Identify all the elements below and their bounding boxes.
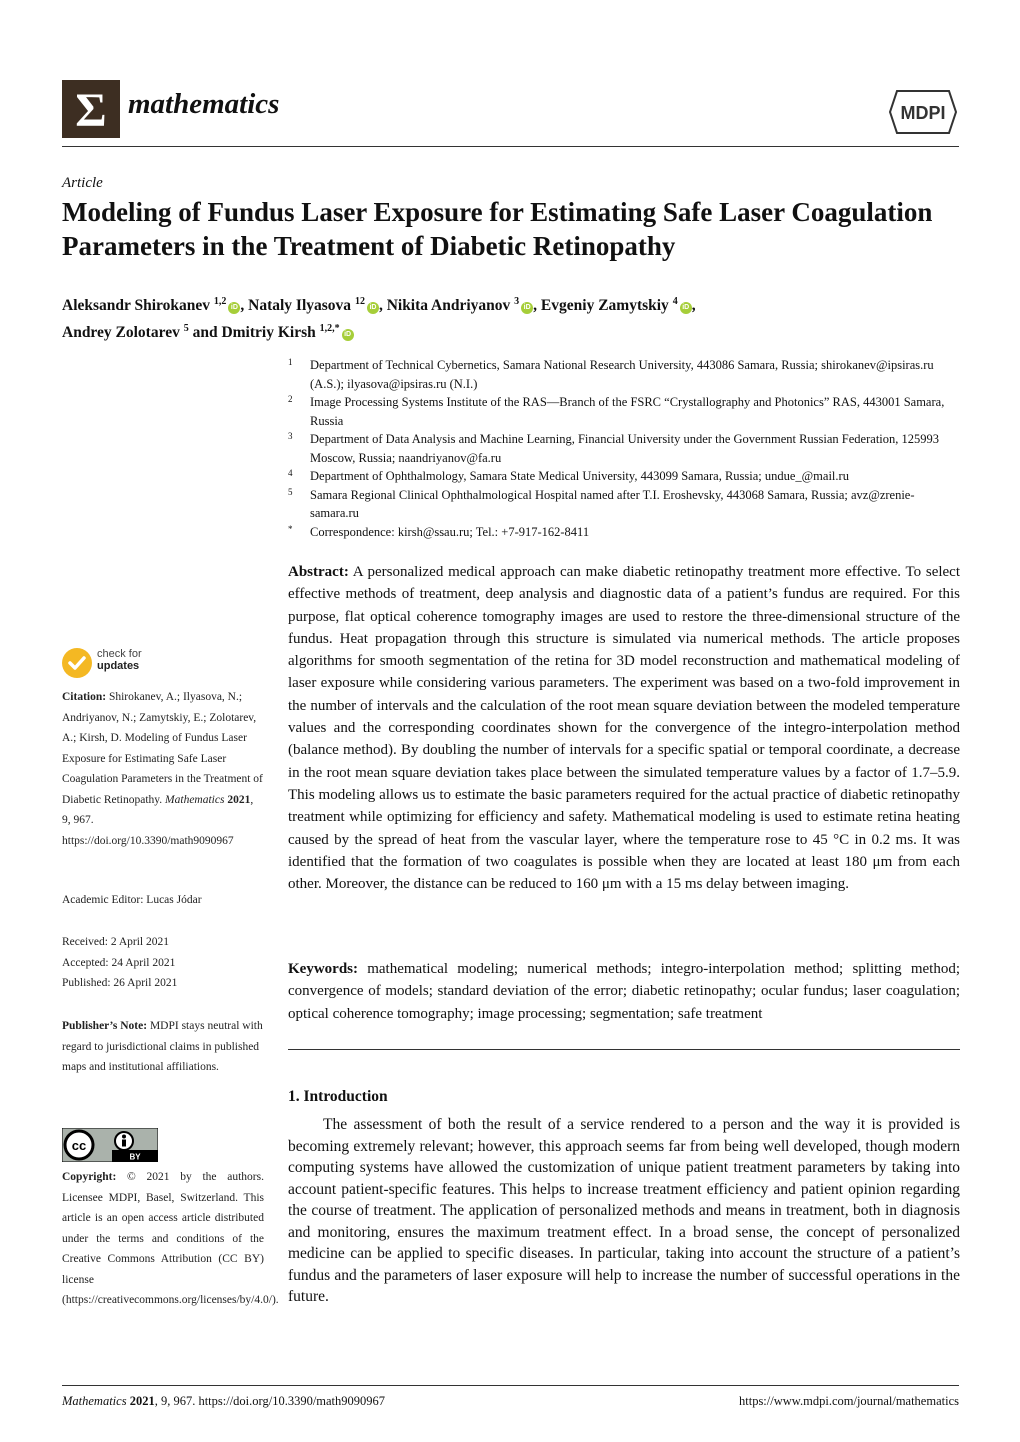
journal-name: mathematics	[128, 88, 280, 120]
footer-journal-link[interactable]: https://www.mdpi.com/journal/mathematics	[739, 1394, 959, 1408]
citation-doi[interactable]: , 9, 967. https://doi.org/10.3390/math9090967	[62, 793, 254, 847]
author-name[interactable]: Andrey Zolotarev	[62, 324, 180, 342]
publisher-note-text: MDPI stays neutral with regard to jurisdictional claims in published maps and institutional affiliations.	[62, 1020, 263, 1073]
accepted-date: Accepted: 24 April 2021	[62, 956, 176, 969]
author-affil: 1,2	[213, 296, 227, 307]
affiliation-item	[288, 467, 960, 486]
orcid-icon[interactable]: iD	[680, 302, 692, 314]
citation-year: 2021	[227, 793, 251, 806]
affiliations	[288, 356, 960, 541]
affiliation-item	[288, 430, 960, 467]
affiliation-number: 3	[288, 431, 293, 441]
check-line-2: updates	[97, 660, 140, 672]
check-updates-label	[97, 648, 142, 672]
keywords-label: Keywords:	[288, 961, 358, 977]
separator: ,	[378, 297, 383, 315]
affiliation-number: 5	[288, 486, 293, 497]
article-type: Article	[62, 175, 103, 191]
introduction-text	[288, 1114, 960, 1308]
orcid-icon[interactable]: iD	[342, 329, 354, 341]
citation-journal: Mathematics	[165, 793, 225, 806]
check-for-updates-button[interactable]	[62, 646, 162, 680]
footer-doi[interactable]: , 9, 967. https://doi.org/10.3390/math9090967	[154, 1394, 386, 1408]
paper-title: Modeling of Fundus Laser Exposure for Estimating Safe Laser Coagulation Parameters in the Treatment of Diabetic Retinopathy	[62, 197, 933, 261]
journal-logo	[62, 80, 120, 138]
received-date: Received: 2 April 2021	[62, 936, 169, 948]
keywords	[288, 958, 960, 1025]
author-name[interactable]: Nikita Andriyanov	[386, 297, 511, 315]
author-affil: 5	[183, 323, 189, 335]
citation	[62, 687, 264, 851]
affiliation-item	[288, 523, 960, 542]
citation-text: Shirokanev, A.; Ilyasova, N.; Andriyanov, N.; Zamytskiy, E.; Zolotarev, A.; Kirsh, D. Modeling of Fundus Laser Exposure for Estimating Safe Laser Coagulation Parameters in the Treatment of Diabetic Retinopathy.	[62, 691, 263, 806]
svg-text:cc: cc	[71, 1138, 87, 1153]
separator: ,	[533, 297, 538, 315]
citation-label: Citation:	[62, 691, 107, 703]
copyright	[62, 1167, 279, 1311]
separator: ,	[240, 297, 245, 315]
affiliation-number: 4	[288, 468, 293, 478]
svg-text:MDPI: MDPI	[900, 103, 946, 123]
publisher-note	[62, 1016, 264, 1078]
mdpi-logo-icon	[887, 88, 959, 136]
section-heading: 1. Introduction	[288, 1088, 388, 1105]
section-rule	[288, 1049, 960, 1050]
svg-text:BY: BY	[129, 1152, 141, 1162]
dates	[62, 932, 264, 994]
copyright-text: © 2021 by the authors. Licensee MDPI, Basel, Switzerland. This article is an open access article distributed under the terms and conditions of the Creative Commons Attribution (CC BY) license (https://creativecommons.org/licenses/by/4.0/).	[62, 1171, 279, 1306]
affiliation-text: Department of Data Analysis and Machine Learning, Financial University under the Government Russian Federation, 125993 Moscow, Russia; naandriyanov@fa.ru	[310, 432, 940, 465]
author-line-1	[62, 290, 962, 317]
mdpi-logo	[887, 88, 959, 136]
check-updates-icon	[62, 648, 92, 678]
affiliation-text: Department of Ophthalmology, Samara State Medical University, 443099 Samara, Russia; undue_@mail.ru	[310, 469, 849, 483]
separator: ,	[691, 297, 696, 315]
orcid-icon[interactable]: iD	[228, 302, 240, 314]
check-line-1: check for	[97, 648, 142, 660]
published-date: Published: 26 April 2021	[62, 977, 178, 989]
affiliation-number: *	[288, 523, 293, 534]
footer-year: 2021	[129, 1394, 155, 1408]
affiliation-text: Samara Regional Clinical Ophthalmological Hospital named after T.I. Eroshevsky, 443068 Samara, Russia; avz@zrenie-samara.ru	[310, 487, 915, 520]
author-name[interactable]: Dmitriy Kirsh	[221, 324, 316, 342]
author-list	[62, 290, 962, 344]
affiliation-number: 1	[288, 357, 293, 367]
affiliation-item	[288, 356, 960, 393]
affiliation-text: Correspondence: kirsh@ssau.ru; Tel.: +7-917-162-8411	[310, 524, 590, 539]
introduction-paragraph: The assessment of both the result of a service rendered to a person and the way it is provided is becoming extremely relevant; however, this approach seems far from being well developed, though modern computing systems have allowed the customization of unique patient treatment parameters by taking into account patient-specific features. This helps to increase treatment efficiency and patient opinion regarding the course of treatment. The application of personalized methods and means in treatment, both in diagnosis and monitoring, ensures the maximum treatment effect. In a broad sense, the concept of personalized medicine can be applied to specific diseases. In particular, taking into account the structure of a patient’s fundus and the parameters of laser exposure will help to increase the number of successful operations in the future.	[288, 1116, 960, 1305]
footer-journal: Mathematics	[62, 1394, 127, 1408]
author-affil: 3	[514, 296, 520, 307]
publisher-note-label: Publisher’s Note:	[62, 1020, 148, 1032]
abstract	[288, 561, 960, 895]
author-affil: 4	[672, 296, 678, 307]
affiliation-item	[288, 393, 960, 430]
author-name[interactable]: Aleksandr Shirokanev	[62, 297, 211, 315]
author-affil: 12	[354, 296, 365, 307]
author-name[interactable]: Evgeniy Zamytskiy	[540, 297, 669, 315]
author-affil: 1,2,*	[319, 323, 340, 335]
footer-citation	[62, 1394, 385, 1409]
affiliation-text: Image Processing Systems Institute of the RAS—Branch of the FSRC “Crystallography and Photonics” RAS, 443001 Samara, Russia	[310, 395, 945, 428]
header-rule	[62, 146, 959, 147]
orcid-icon[interactable]: iD	[367, 302, 379, 314]
sigma-icon	[62, 80, 120, 138]
cc-by-license-badge[interactable]	[62, 1128, 158, 1162]
affiliation-item	[288, 486, 960, 523]
author-line-2	[62, 317, 962, 344]
author-and: and	[192, 324, 218, 342]
abstract-text: A personalized medical approach can make diabetic retinopathy treatment more effective. To select effective methods of treatment, deep analysis and diagnostic data of a patient’s fundus are required. For this purpose, flat optical coherence tomography images are used to restore the three-dimensional structure of the fundus. Heat propagation through this structure is simulated via numerical methods. The article proposes algorithms for smooth segmentation of the retina for 3D model reconstruction and mathematical modeling of laser exposure while considering various parameters. The experiment was based on a two-fold improvement in the number of intervals and the calculation of the root mean square deviation between the modeled temperature values and the corresponding coordinates shown for the convergence of the integro-interpolation method (balance method). By doubling the number of intervals for a specific spatial or temporal coordinate, a decrease in the root mean square deviation takes place between the simulated temperature values by a factor of 1.7–5.9. This modeling allows us to estimate the basic parameters required for the actual practice of diabetic retinopathy treatment while optimizing for efficiency and safety. Mathematical modeling is used to estimate retina heating caused by the spread of heat from the vascular layer, where the temperature rose to 45 °C in 0.2 ms. It was identified that the formation of two coagulates is possible when they are located at least 180 μm from each other. Moreover, the distance can be reduced to 160 μm with a 15 ms delay between imaging.	[288, 564, 960, 893]
orcid-icon[interactable]: iD	[521, 302, 533, 314]
author-name[interactable]: Nataly Ilyasova	[248, 297, 352, 315]
academic-editor: Academic Editor: Lucas Jódar	[62, 894, 202, 906]
copyright-label: Copyright:	[62, 1171, 117, 1183]
affiliation-number: 2	[288, 394, 293, 404]
svg-text:Σ: Σ	[75, 84, 107, 137]
affiliation-text: Department of Technical Cybernetics, Samara National Research University, 443086 Samara, Russia; shirokanev@ipsiras.ru (A.S.); ilyasova@ipsiras.ru (N.I.)	[310, 358, 934, 391]
keywords-text: mathematical modeling; numerical methods; integro-interpolation method; splitting method; convergence of models; standard deviation of the error; diabetic retinopathy; ocular fundus; laser coagulation; optical coherence tomography; image processing; segmentation; safe treatment	[288, 961, 961, 1022]
abstract-label: Abstract:	[288, 564, 349, 580]
footer-rule	[62, 1385, 959, 1386]
